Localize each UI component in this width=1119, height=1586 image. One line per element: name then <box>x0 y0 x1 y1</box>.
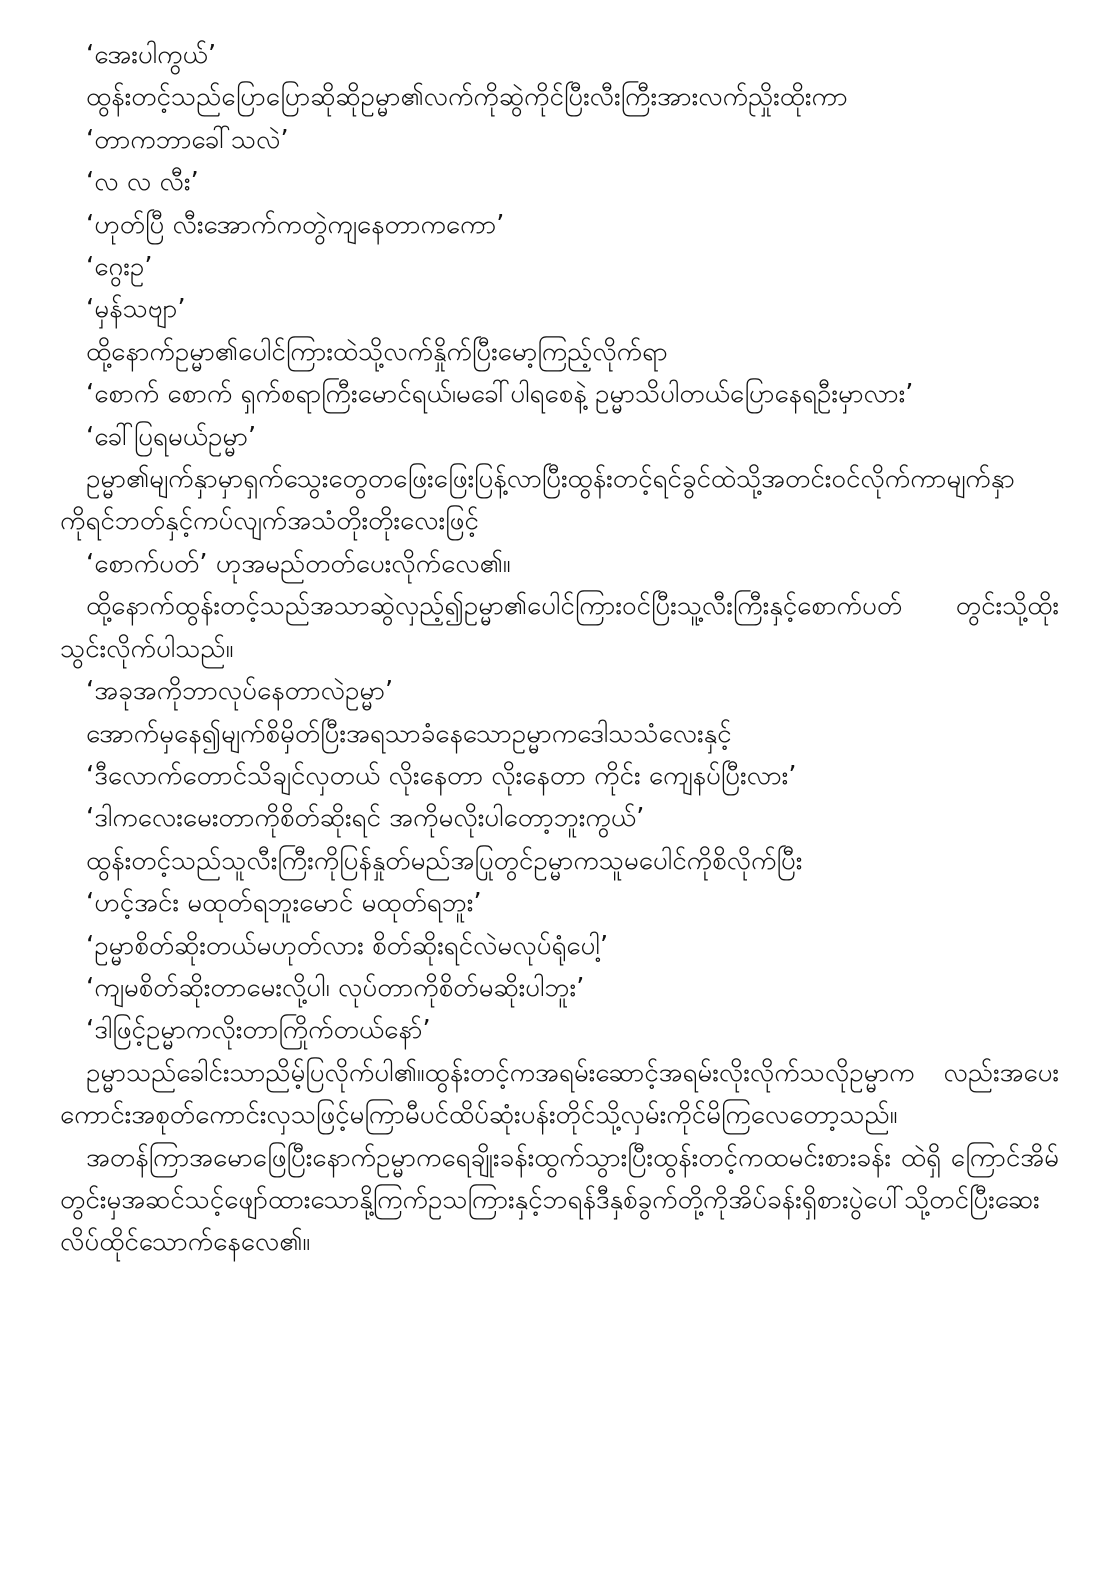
dialogue-line: ‘ဒါကလေးမေးတာကိုစိတ်ဆိုးရင် အကိုမလိုးပါတော့ဘူးကွယ်’ <box>86 803 645 834</box>
dialogue-line: ‘ဥမ္မာစိတ်ဆိုးတယ်မဟုတ်လား စိတ်ဆိုးရင်လဲမလုပ်ရုံပေါ့’ <box>86 930 609 961</box>
dialogue-line: ‘ဂွေးဥ’ <box>86 252 153 283</box>
narration-paragraph: ထွန်းတင့်သည်သူလီးကြီးကိုပြန်နှုတ်မည်အပြုတွင်ဥမ္မာကသူမပေါင်ကိုစိလိုက်ပြီး <box>86 845 803 876</box>
narration-paragraph: အောက်မှနေ၍မျက်စိမှိတ်ပြီးအရသာခံနေသောဥမ္မာကဒေါသသံလေးနှင့် <box>86 718 732 749</box>
narration-paragraph: ထို့နောက်ဥမ္မာ၏ပေါင်ကြားထဲသို့လက်နှိုက်ပြီးမော့ကြည့်လိုက်ရာ <box>86 336 668 367</box>
dialogue-line: ‘အေးပါကွယ်’ <box>86 40 217 70</box>
dialogue-line: ‘ဒီလောက်တောင်သိချင်လှတယ် လိုးနေတာ လိုးနေတာ ကိုင်း ကျေနပ်ပြီးလား’ <box>86 760 797 791</box>
dialogue-line: ‘ခေါ်ပြရမယ်ဥမ္မာ’ <box>86 421 257 452</box>
dialogue-line: ‘ကျမစိတ်ဆိုးတာမေးလို့ပါ၊ လုပ်တာကိုစိတ်မဆိုးပါဘူး’ <box>86 972 585 1003</box>
narration-paragraph: ဥမ္မာ၏မျက်နှာမှာရှက်သွေးတွေတဖြေးဖြေးပြန့်လာပြီးထွန်းတင့်ရင်ခွင်ထဲသို့အတင်းဝင်လိုက်ကာမျက်နှာကိုရင်ဘတ်နှင့်ကပ်လျက်အသံတိုးတိုးလေးဖြင့် <box>60 464 1015 537</box>
dialogue-line: ‘အခုအကိုဘာလုပ်နေတာလဲဥမ္မာ’ <box>86 676 394 707</box>
dialogue-line: ‘စောက်ပတ်’ ဟုအမည်တတ်ပေးလိုက်လေ၏။ <box>86 548 511 579</box>
narration-paragraph: ထွန်းတင့်သည်ပြောပြောဆိုဆိုဥမ္မာ၏လက်ကိုဆွဲကိုင်ပြီးလီးကြီးအားလက်ညှိုးထိုးကာ <box>86 82 848 113</box>
narration-paragraph: ဥမ္မာသည်ခေါင်းသာညိမ့်ပြလိုက်ပါ၏။ထွန်းတင့်ကအရမ်းဆောင့်အရမ်းလိုးလိုက်သလိုဥမ္မာက လည်းအပေးကောင်းအစုတ်ကောင်းလှသဖြင့်မကြာမီပင်ထိပ်ဆုံးပန်းတိုင်သို့လှမ်းကိုင်မိကြလေတော့သည်။ <box>60 1057 1059 1131</box>
dialogue-line: ‘ဟုတ်ပြီ လီးအောက်ကတွဲကျနေတာကကော’ <box>86 209 505 240</box>
dialogue-line: ‘တာကဘာခေါ်သလဲ’ <box>86 124 289 155</box>
dialogue-line: ‘ဒါဖြင့်ဥမ္မာကလိုးတာကြိုက်တယ်နော်’ <box>86 1015 431 1046</box>
narration-paragraph: အတန်ကြာအမောဖြေပြီးနောက်ဥမ္မာကရေချိုးခန်းထွက်သွားပြီးထွန်းတင့်ကထမင်းစားခန်း ထဲရှိ ကြောင်အိမ်တွင်းမှအဆင်သင့်ဖျော်ထားသောနို့ကြက်ဥသကြားနှင့်ဘရန်ဒီနှစ်ခွက်တို့ကိုအိပ်ခန်းရှိစားပွဲပေါ်သို့တင်ပြီးဆေးလိပ်ထိုင်သောက်နေလေ၏။ <box>60 1142 1059 1258</box>
dialogue-line: ‘ဟင့်အင်း မထုတ်ရဘူးမောင် မထုတ်ရဘူး’ <box>86 888 482 919</box>
narration-paragraph: ထို့နောက်ထွန်းတင့်သည်အသာဆွဲလှည့်၍ဥမ္မာ၏ပေါင်ကြားဝင်ပြီးသူ့လီးကြီးနှင့်စောက်ပတ် တွင်းသို့ထိုးသွင်းလိုက်ပါသည်။ <box>60 591 1059 664</box>
dialogue-line: ‘လ လ လီး’ <box>86 167 199 198</box>
dialogue-line: ‘စောက် စောက် ရှက်စရာကြီးမောင်ရယ်၊မခေါ်ပါရစေနဲ့ ဥမ္မာသိပါတယ်ပြောနေရဦးမှာလား’ <box>86 379 914 410</box>
dialogue-line: ‘မှန်သဗျာ’ <box>86 294 186 325</box>
